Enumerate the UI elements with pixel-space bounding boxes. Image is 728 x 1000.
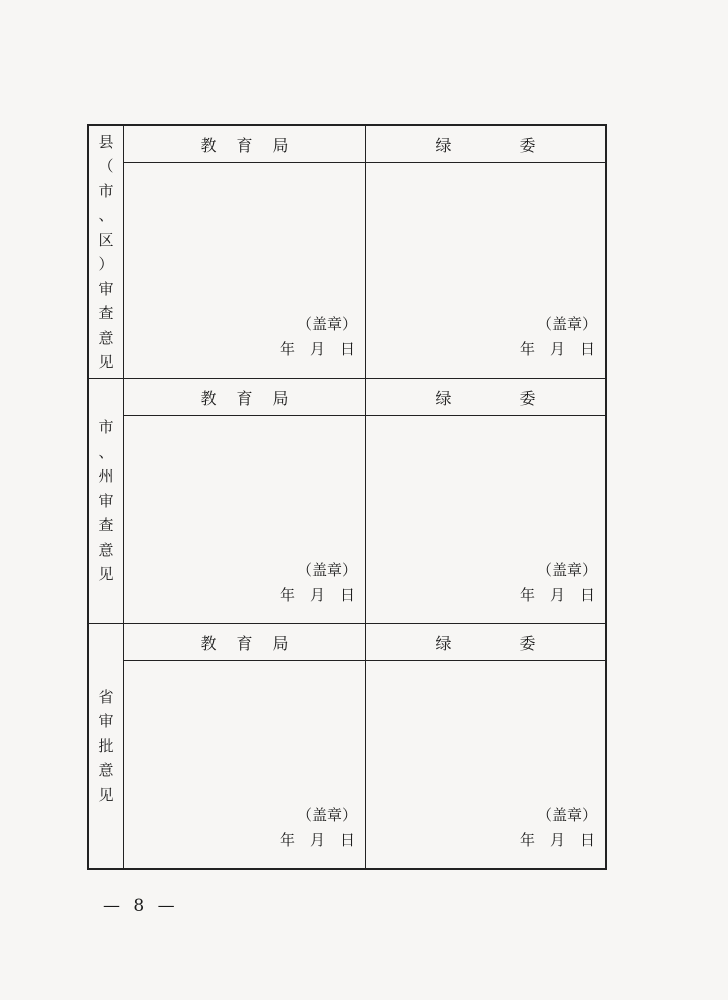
label-char: 意 bbox=[98, 328, 114, 347]
greening-committee-header: 绿委 bbox=[366, 624, 605, 661]
label-char: 市 bbox=[98, 418, 114, 437]
seal-label: （盖章） bbox=[296, 806, 357, 824]
seal-label: （盖章） bbox=[296, 561, 357, 579]
seal-label: （盖章） bbox=[536, 315, 597, 333]
greening-committee-cell[interactable] bbox=[366, 624, 605, 868]
date-label: 年 月 日 bbox=[519, 831, 595, 849]
label-char: 查 bbox=[98, 516, 114, 535]
label-char: 市 bbox=[98, 181, 114, 200]
label-char: 审 bbox=[98, 279, 114, 298]
section-label-county bbox=[89, 126, 124, 378]
date-label: 年 月 日 bbox=[279, 831, 355, 849]
label-char: 查 bbox=[98, 304, 114, 322]
label-char: 见 bbox=[98, 565, 114, 584]
education-bureau-cell[interactable] bbox=[124, 624, 366, 868]
label-char: 、 bbox=[98, 442, 114, 461]
seal-label: （盖章） bbox=[536, 806, 597, 824]
label-char: 见 bbox=[98, 785, 114, 804]
greening-committee-cell[interactable] bbox=[366, 379, 605, 623]
label-char: ） bbox=[98, 255, 114, 273]
approval-form-table bbox=[87, 124, 607, 870]
seal-label: （盖章） bbox=[536, 561, 597, 579]
date-label: 年 月 日 bbox=[279, 340, 355, 358]
label-char: 审 bbox=[98, 712, 114, 731]
label-char: 县 bbox=[98, 132, 114, 151]
education-bureau-header: 教育局 bbox=[124, 379, 365, 416]
greening-committee-cell[interactable] bbox=[366, 126, 605, 378]
city-review-section bbox=[89, 378, 605, 623]
greening-committee-header: 绿委 bbox=[366, 379, 605, 416]
label-char: 见 bbox=[98, 353, 114, 371]
education-bureau-header: 教育局 bbox=[124, 624, 365, 661]
education-bureau-header: 教育局 bbox=[124, 126, 365, 163]
label-char: 、 bbox=[98, 206, 114, 224]
date-label: 年 月 日 bbox=[519, 586, 595, 604]
section-label-city bbox=[89, 379, 124, 623]
greening-committee-header: 绿委 bbox=[366, 126, 605, 163]
education-bureau-cell[interactable] bbox=[124, 126, 366, 378]
label-char: 区 bbox=[98, 230, 114, 249]
seal-label: （盖章） bbox=[296, 315, 357, 333]
date-label: 年 月 日 bbox=[279, 586, 355, 604]
label-char: 批 bbox=[98, 736, 114, 755]
label-char: 意 bbox=[98, 761, 114, 780]
label-char: 省 bbox=[98, 687, 114, 706]
date-label: 年 月 日 bbox=[519, 340, 595, 358]
county-review-section bbox=[89, 126, 605, 378]
label-char: （ bbox=[98, 157, 114, 175]
label-char: 审 bbox=[98, 491, 114, 510]
label-char: 州 bbox=[98, 467, 114, 486]
page-number: — 8 — bbox=[103, 896, 179, 916]
label-char: 意 bbox=[98, 540, 114, 559]
section-label-province bbox=[89, 624, 124, 868]
province-approval-section bbox=[89, 623, 605, 868]
education-bureau-cell[interactable] bbox=[124, 379, 366, 623]
